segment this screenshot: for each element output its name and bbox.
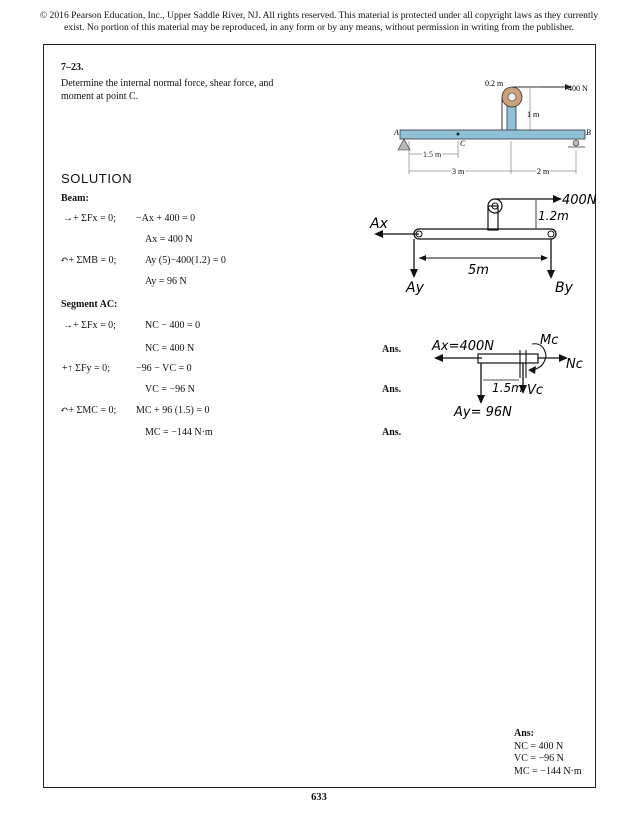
seg-1-5m-label: 1.5m <box>492 381 523 395</box>
dim-1-5m-label: 1.5 m <box>423 150 442 159</box>
seg-beam <box>478 354 538 363</box>
problem-number: 7–23. <box>61 62 84 73</box>
fbd-beam <box>414 229 556 239</box>
segment-eq1-left: →+ ΣFx = 0; <box>63 320 116 331</box>
seg-ay-arrowhead <box>477 395 485 404</box>
problem-figure <box>390 68 605 178</box>
segment-eq1-result: NC = 400 N <box>145 343 195 354</box>
beam-eq1-result: Ax = 400 N <box>145 234 193 245</box>
segment-eq2-result: VC = −96 N <box>145 384 195 395</box>
fbd-ax-label: Ax <box>370 216 388 232</box>
solution-title: SOLUTION <box>61 171 133 186</box>
seg-mc-label: Mc <box>540 333 559 348</box>
seg-ax-arrowhead <box>434 354 443 362</box>
segment-eq2-left: +↑ ΣFy = 0; <box>62 363 110 374</box>
copyright-notice <box>28 10 610 34</box>
fbd-400-arrowhead <box>553 195 562 203</box>
fbd-by-arrowhead <box>547 270 555 279</box>
final-answers-title: Ans: <box>514 728 535 739</box>
seg-nc-label: Nc <box>566 357 583 372</box>
beam-eq2-result: Ay = 96 N <box>145 276 187 287</box>
beam-eq1-right: −Ax + 400 = 0 <box>136 213 196 224</box>
seg-mc-arrowhead <box>528 366 536 374</box>
ans-vc: Ans. <box>382 384 402 395</box>
seg-ax-label: Ax=400N <box>432 339 495 354</box>
label-a: A <box>394 128 399 137</box>
fbd-1-2m-label: 1.2m <box>538 209 569 223</box>
beam-fbd <box>366 188 606 300</box>
beam-eq2-left: ↶+ ΣMB = 0; <box>60 255 117 266</box>
roller-support-b <box>573 140 579 146</box>
dim-0-2m-label: 0.2 m <box>485 79 504 88</box>
fbd-5m-left-head <box>419 255 426 261</box>
beam-eq2-right: Ay (5)−400(1.2) = 0 <box>145 255 226 266</box>
pulley-hub <box>508 93 516 101</box>
fbd-pin-b <box>548 231 554 237</box>
fbd-5m-label: 5m <box>468 263 489 278</box>
beam-heading: Beam: <box>61 193 89 204</box>
final-answer-nc: NC = 400 N <box>514 740 564 752</box>
segment-fbd <box>428 332 588 424</box>
label-b: B <box>586 128 591 137</box>
segment-heading: Segment AC: <box>61 299 118 310</box>
copyright-line-1: © 2016 Pearson Education, Inc., Upper Saddle River, NJ. All rights reserved. This material is protected under all copyright laws as they currently <box>39 10 599 21</box>
force-400-label: 400 N <box>568 84 588 93</box>
dim-3m-label: 3 m <box>452 167 465 176</box>
statement-line-1: Determine the internal normal force, shear force, and <box>61 78 274 89</box>
seg-ay-label: Ay= 96N <box>454 405 512 420</box>
beam <box>400 130 585 139</box>
fbd-by-label: By <box>555 280 573 296</box>
point-c-dot <box>457 133 460 136</box>
problem-statement <box>61 78 311 103</box>
seg-vc-label: Vc <box>527 383 544 398</box>
fbd-5m-right-head <box>541 255 548 261</box>
segment-eq3-result: MC = −144 N·m <box>145 427 213 438</box>
dim-2m-label: 2 m <box>537 167 550 176</box>
page-number: 633 <box>311 792 327 803</box>
fbd-ay-arrowhead <box>410 269 418 278</box>
label-c: C <box>460 139 466 148</box>
statement-line-2: moment at point C. <box>61 90 139 102</box>
fbd-400-label: 400N <box>562 193 597 208</box>
final-answer-vc: VC = −96 N <box>514 753 564 764</box>
ans-mc: Ans. <box>382 427 402 438</box>
segment-eq3-right: MC + 96 (1.5) = 0 <box>136 405 210 416</box>
segment-eq2-right: −96 − VC = 0 <box>136 363 192 374</box>
ans-nc: Ans. <box>382 344 402 355</box>
final-answers <box>514 728 582 778</box>
segment-eq3-left: ↶+ ΣMC = 0; <box>60 405 117 416</box>
pin-support-a <box>398 139 410 150</box>
beam-eq1-left: →+ ΣFx = 0; <box>63 213 116 224</box>
final-answer-mc: MC = −144 N·m <box>514 765 582 777</box>
dim-1m-label: 1 m <box>527 110 540 119</box>
segment-eq1-right: NC − 400 = 0 <box>145 320 201 331</box>
fbd-ay-label: Ay <box>406 280 424 296</box>
copyright-line-2: exist. No portion of this material may be reproduced, in any form or by any means, without permission in writing from the publisher. <box>64 22 574 33</box>
